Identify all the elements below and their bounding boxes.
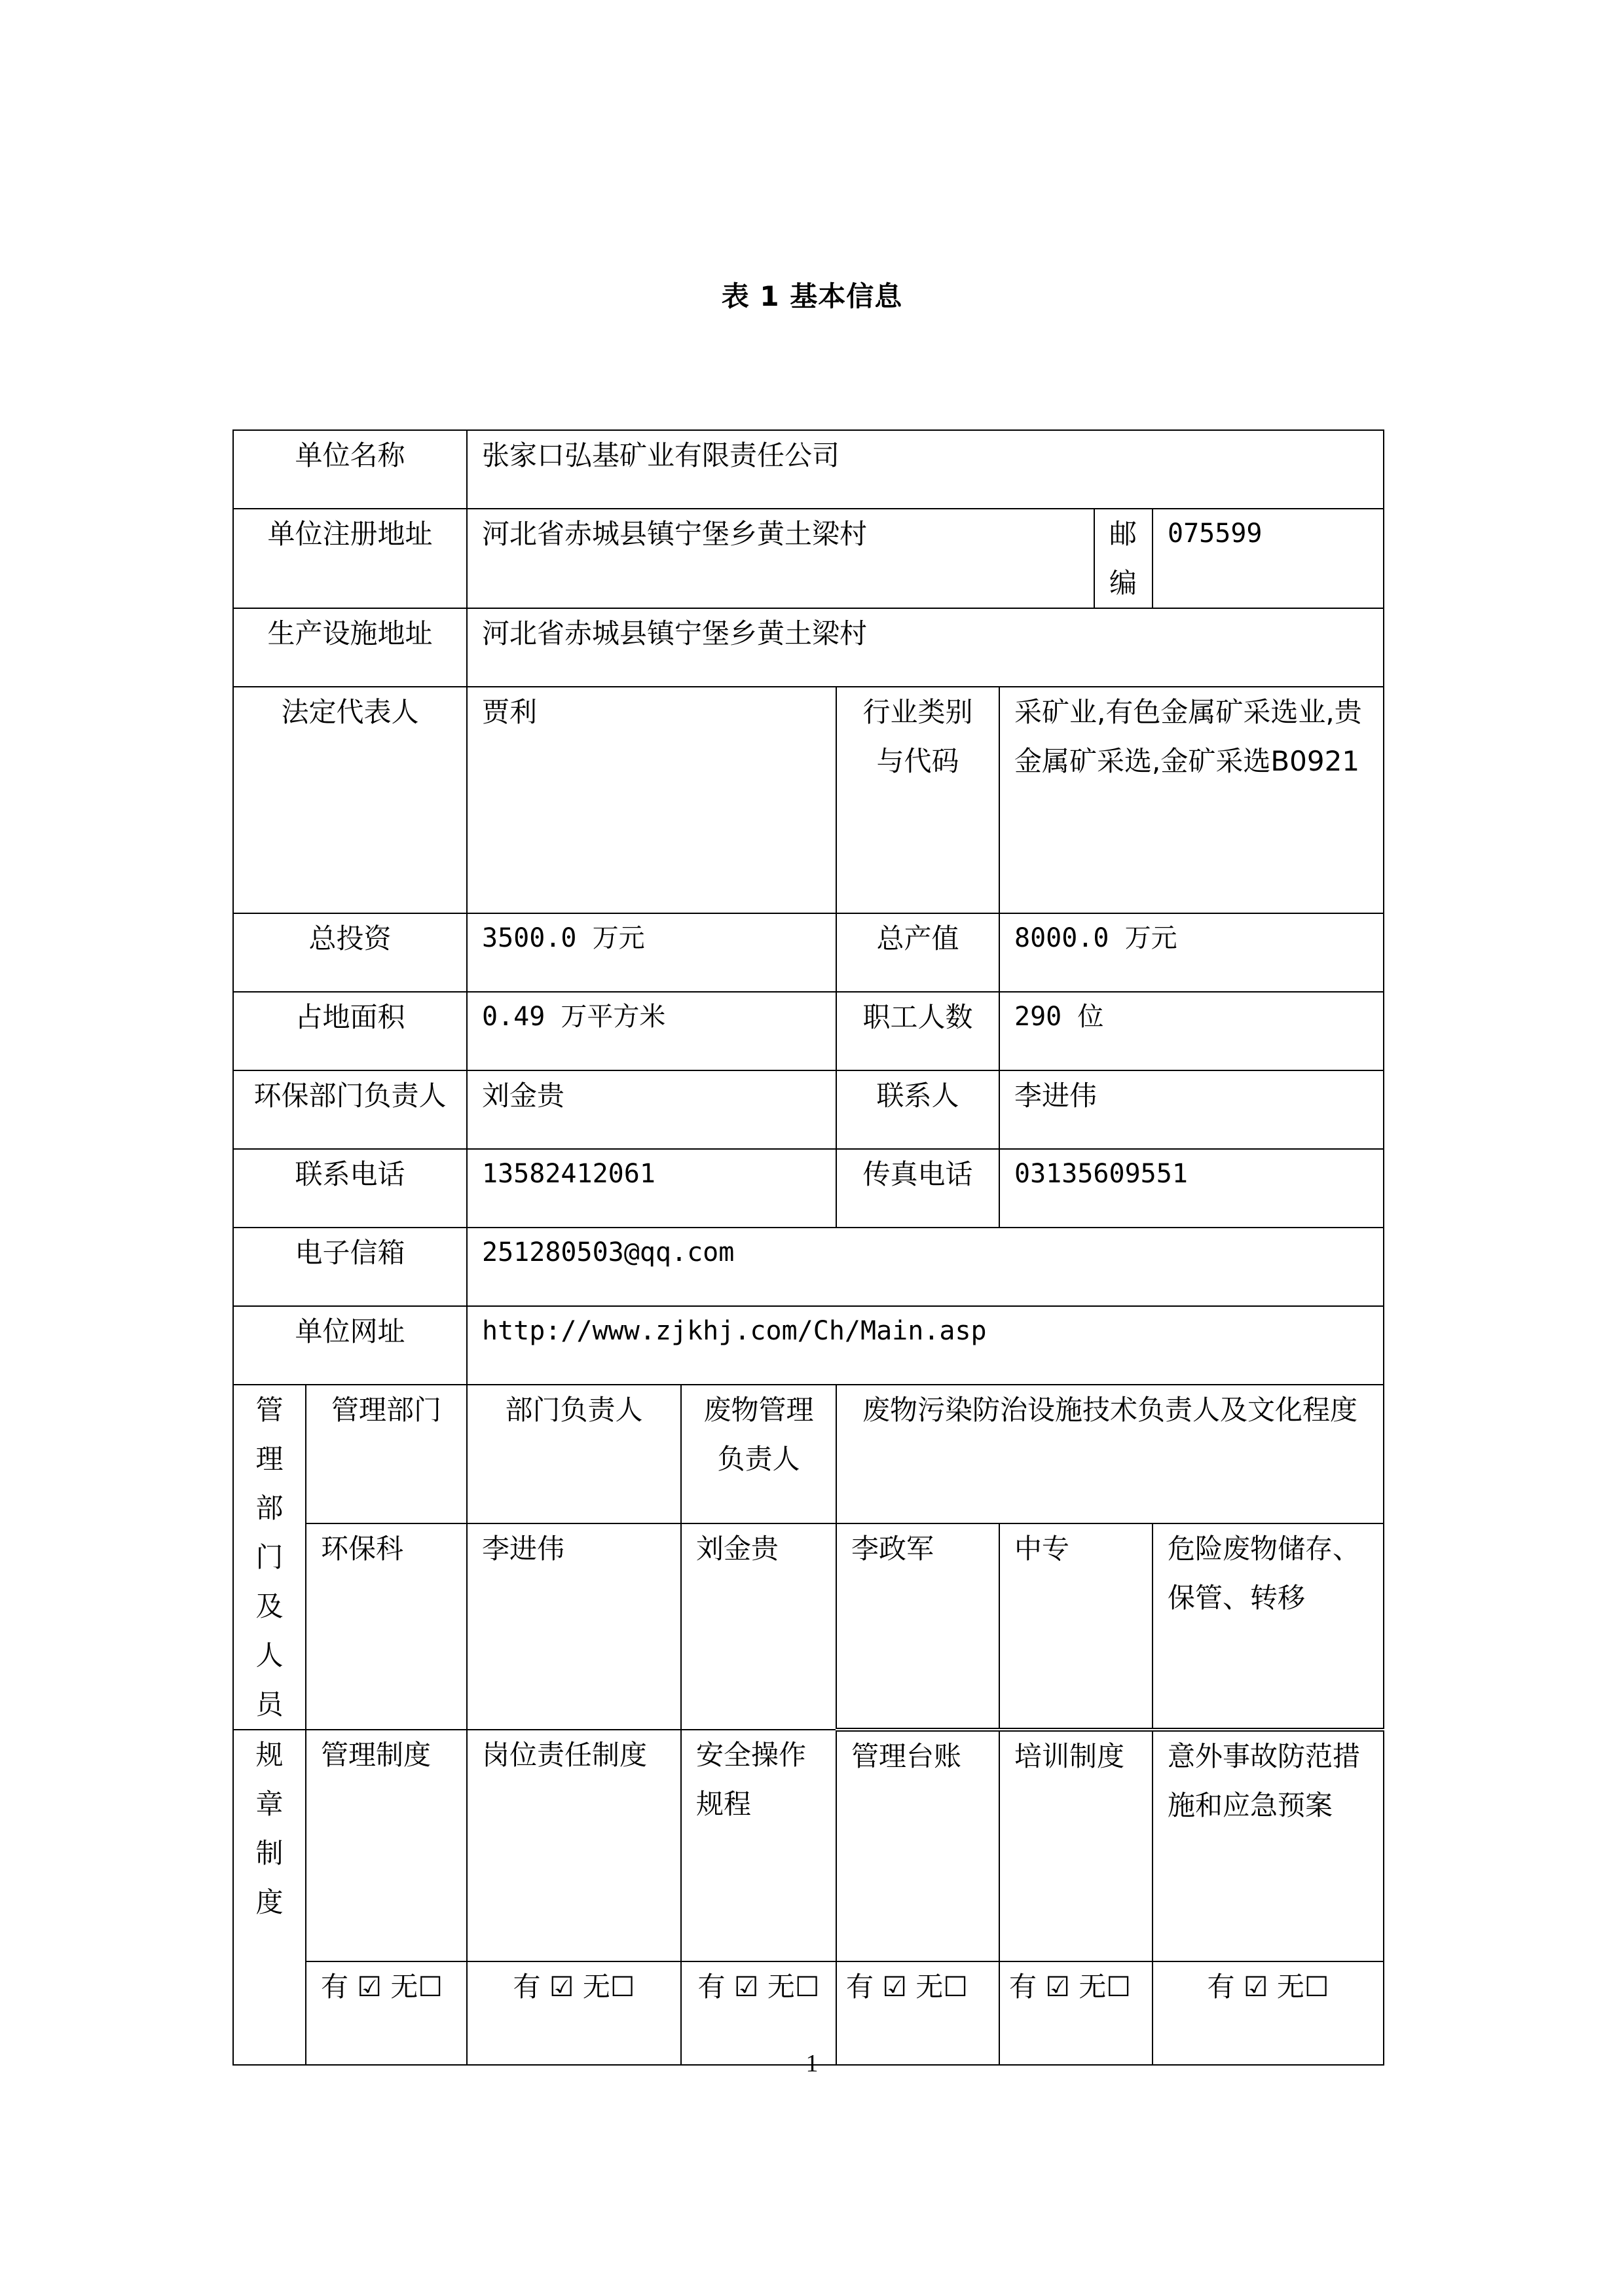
row-reg-address xyxy=(233,509,1384,608)
row-unit-name xyxy=(233,430,1384,509)
regulation-status: 有 ☑ 无☐ xyxy=(836,1961,999,2065)
regulation-label: 安全操作规程 xyxy=(681,1730,836,1961)
row-land-area xyxy=(233,992,1384,1070)
total-output-label: 总产值 xyxy=(836,913,999,992)
basic-info-table xyxy=(232,429,1384,2066)
regulation-label: 意外事故防范措施和应急预案 xyxy=(1153,1730,1384,1961)
email-label: 电子信箱 xyxy=(233,1228,467,1306)
fax-label: 传真电话 xyxy=(836,1149,999,1228)
land-area-label: 占地面积 xyxy=(233,992,467,1070)
dept-head-header: 部门负责人 xyxy=(467,1385,681,1523)
row-management-values xyxy=(233,1523,1384,1730)
env-head-label: 环保部门负责人 xyxy=(233,1070,467,1149)
waste-manager-header: 废物管理负责人 xyxy=(681,1385,836,1523)
phone-value: 13582412061 xyxy=(467,1149,836,1228)
website-value: http://www.zjkhj.com/Ch/Main.asp xyxy=(467,1306,1384,1385)
row-investment xyxy=(233,913,1384,992)
regulation-status: 有 ☑ 无☐ xyxy=(999,1961,1153,2065)
dept-header: 管理部门 xyxy=(306,1385,467,1523)
regulation-status: 有 ☑ 无☐ xyxy=(467,1961,681,2065)
regulation-status: 有 ☑ 无☐ xyxy=(1153,1961,1384,2065)
row-legal-rep xyxy=(233,687,1384,913)
legal-rep-label: 法定代表人 xyxy=(233,687,467,913)
legal-rep-value: 贾利 xyxy=(467,687,836,913)
dept-head-value: 李进伟 xyxy=(467,1523,681,1730)
postcode-value: 075599 xyxy=(1153,509,1384,608)
facility-address-value: 河北省赤城县镇宁堡乡黄土梁村 xyxy=(467,608,1384,687)
row-website xyxy=(233,1306,1384,1385)
unit-name-label: 单位名称 xyxy=(233,430,467,509)
row-env-head xyxy=(233,1070,1384,1149)
regulation-status: 有 ☑ 无☐ xyxy=(681,1961,836,2065)
management-section-label: 管理部门及人员 xyxy=(233,1385,306,1730)
contact-value: 李进伟 xyxy=(999,1070,1384,1149)
row-facility-address xyxy=(233,608,1384,687)
total-investment-value: 3500.0 万元 xyxy=(467,913,836,992)
industry-value: 采矿业,有色金属矿采选业,贵金属矿采选,金矿采选B0921 xyxy=(999,687,1384,913)
regulations-section-label: 规章制度 xyxy=(233,1730,306,2065)
employees-label: 职工人数 xyxy=(836,992,999,1070)
unit-name-value: 张家口弘基矿业有限责任公司 xyxy=(467,430,1384,509)
reg-address-value: 河北省赤城县镇宁堡乡黄土梁村 xyxy=(467,509,1094,608)
email-value: 251280503@qq.com xyxy=(467,1228,1384,1306)
tech-education-value: 中专 xyxy=(999,1523,1153,1730)
env-head-value: 刘金贵 xyxy=(467,1070,836,1149)
facility-address-label: 生产设施地址 xyxy=(233,608,467,687)
total-output-value: 8000.0 万元 xyxy=(999,913,1384,992)
dept-value: 环保科 xyxy=(306,1523,467,1730)
tech-duty-value: 危险废物储存、保管、转移 xyxy=(1153,1523,1384,1730)
reg-address-label: 单位注册地址 xyxy=(233,509,467,608)
industry-label: 行业类别与代码 xyxy=(836,687,999,913)
row-email xyxy=(233,1228,1384,1306)
document-title: 表 1 基本信息 xyxy=(721,280,903,312)
page-number: 1 xyxy=(805,2050,819,2077)
land-area-value: 0.49 万平方米 xyxy=(467,992,836,1070)
postcode-label: 邮编 xyxy=(1094,509,1153,608)
waste-manager-value: 刘金贵 xyxy=(681,1523,836,1730)
contact-label: 联系人 xyxy=(836,1070,999,1149)
tech-person-value: 李政军 xyxy=(836,1523,999,1730)
row-phone xyxy=(233,1149,1384,1228)
row-regulations-labels xyxy=(233,1730,1384,1961)
website-label: 单位网址 xyxy=(233,1306,467,1385)
phone-label: 联系电话 xyxy=(233,1149,467,1228)
regulation-label: 培训制度 xyxy=(999,1730,1153,1961)
tech-header: 废物污染防治设施技术负责人及文化程度 xyxy=(836,1385,1384,1523)
employees-value: 290 位 xyxy=(999,992,1384,1070)
fax-value: 03135609551 xyxy=(999,1149,1384,1228)
regulation-status: 有 ☑ 无☐ xyxy=(306,1961,467,2065)
row-management-header xyxy=(233,1385,1384,1523)
regulation-label: 岗位责任制度 xyxy=(467,1730,681,1961)
regulation-label: 管理制度 xyxy=(306,1730,467,1961)
regulation-label: 管理台账 xyxy=(836,1730,999,1961)
total-investment-label: 总投资 xyxy=(233,913,467,992)
